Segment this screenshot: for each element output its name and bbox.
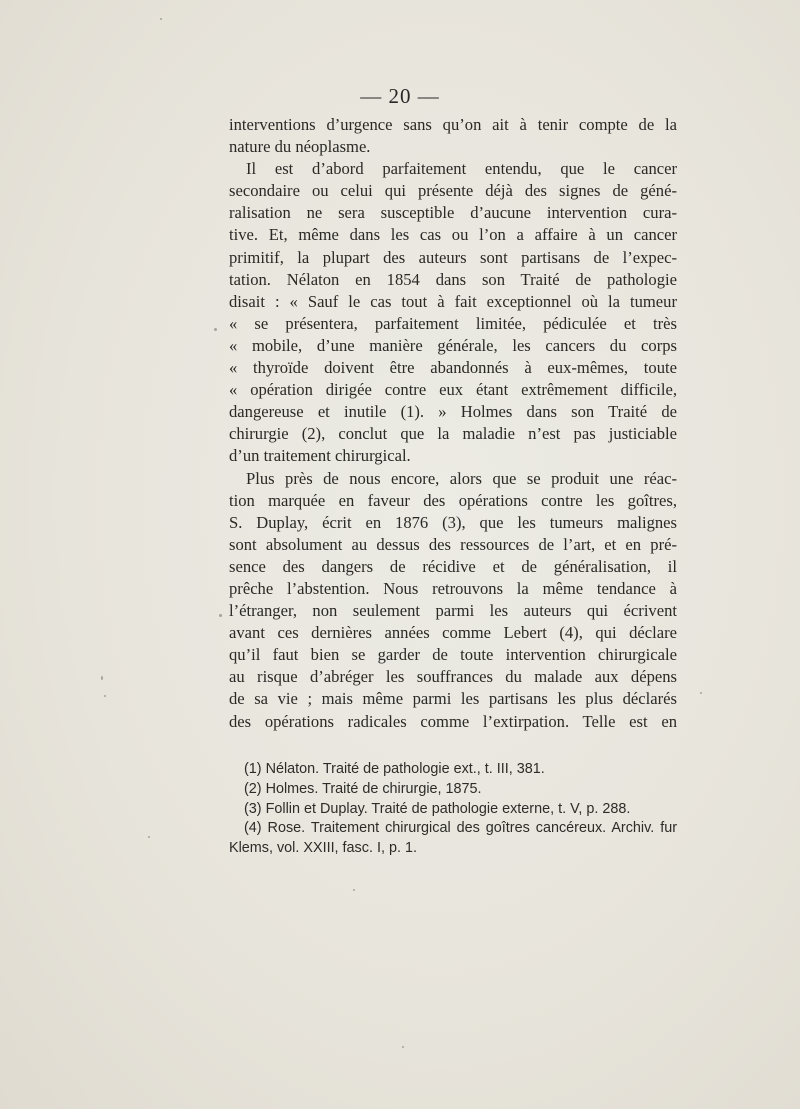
text-line: prêche l’abstention. Nous retrouvons la même tendance à [229,578,677,598]
text-line: sence des dangers de récidive et de généralisation, il [229,556,677,576]
text-line: chirurgie (2), conclut que la maladie n’est pas justiciable [229,424,677,444]
text-line: primitif, la plupart des auteurs sont partisans de l’expec- [229,247,677,267]
paper-speck [101,676,103,680]
text-line: avant ces dernières années comme Lebert (4), qui déclare [229,623,677,643]
text-line: « se présentera, parfaitement limitée, pédiculée et très [229,313,677,333]
footnote: (3) Follin et Duplay. Traité de pathologie externe, t. V, p. 288. [244,800,631,817]
text-line: disait : « Sauf le cas tout à fait exceptionnel où la tumeur [229,291,677,311]
paper-speck [104,695,106,697]
text-line: « thyroïde doivent être abandonnés à eux-mêmes, toute [229,358,677,378]
text-line: « opération dirigée contre eux étant extrêmement difficile, [229,380,677,400]
text-line: de sa vie ; mais même parmi les partisans les plus déclarés [229,689,677,709]
text-line: nature du néoplasme. [229,137,371,157]
footnote: (1) Nélaton. Traité de pathologie ext., t. III, 381. [244,761,545,777]
text-line: au risque d’abréger les souffrances du malade aux dépens [229,667,677,687]
text-line: secondaire ou celui qui présente déjà des signes de géné- [229,181,677,201]
paper-speck [402,1046,404,1048]
text-line: des opérations radicales comme l’extirpation. Telle est en [229,711,677,731]
text-line: sont absolument au dessus des ressources de l’art, et en pré- [229,534,677,554]
footnotes [229,760,677,859]
paper-speck [353,889,355,891]
text-line: ralisation ne sera susceptible d’aucune intervention cura- [229,203,677,223]
text-line: tion marquée en faveur des opérations contre les goîtres, [229,490,677,510]
paper-speck [219,614,222,617]
footnote: Klems, vol. XXIII, fasc. I, p. 1. [229,840,417,857]
paper-speck [700,692,702,694]
page-number: — 20 — [360,84,440,108]
text-line: interventions d’urgence sans qu’on ait à tenir compte de la [229,115,677,134]
footnote: (4) Rose. Traitement chirurgical des goîtres cancéreux. Archiv. fur [244,820,677,837]
text-line: S. Duplay, écrit en 1876 (3), que les tumeurs malignes [229,512,677,532]
text-line: tation. Nélaton en 1854 dans son Traité de pathologie [229,269,677,289]
text-line: qu’il faut bien se garder de toute intervention chirurgicale [229,645,677,665]
text-line: tive. Et, même dans les cas ou l’on a affaire à un cancer [229,225,677,245]
text-line: Plus près de nous encore, alors que se produit une réac- [246,468,677,488]
body-text [229,114,677,733]
paper-speck [160,18,162,20]
text-line: d’un traitement chirurgical. [229,446,411,466]
text-line: « mobile, d’une manière générale, les cancers du corps [229,335,677,355]
paper-speck [214,328,217,331]
footnote: (2) Holmes. Traité de chirurgie, 1875. [244,780,482,797]
text-line: l’étranger, non seulement parmi les auteurs qui écrivent [229,601,677,621]
text-line: dangereuse et inutile (1). » Holmes dans son Traité de [229,402,677,422]
paper-speck [148,836,150,838]
text-line: Il est d’abord parfaitement entendu, que le cancer [246,159,677,179]
